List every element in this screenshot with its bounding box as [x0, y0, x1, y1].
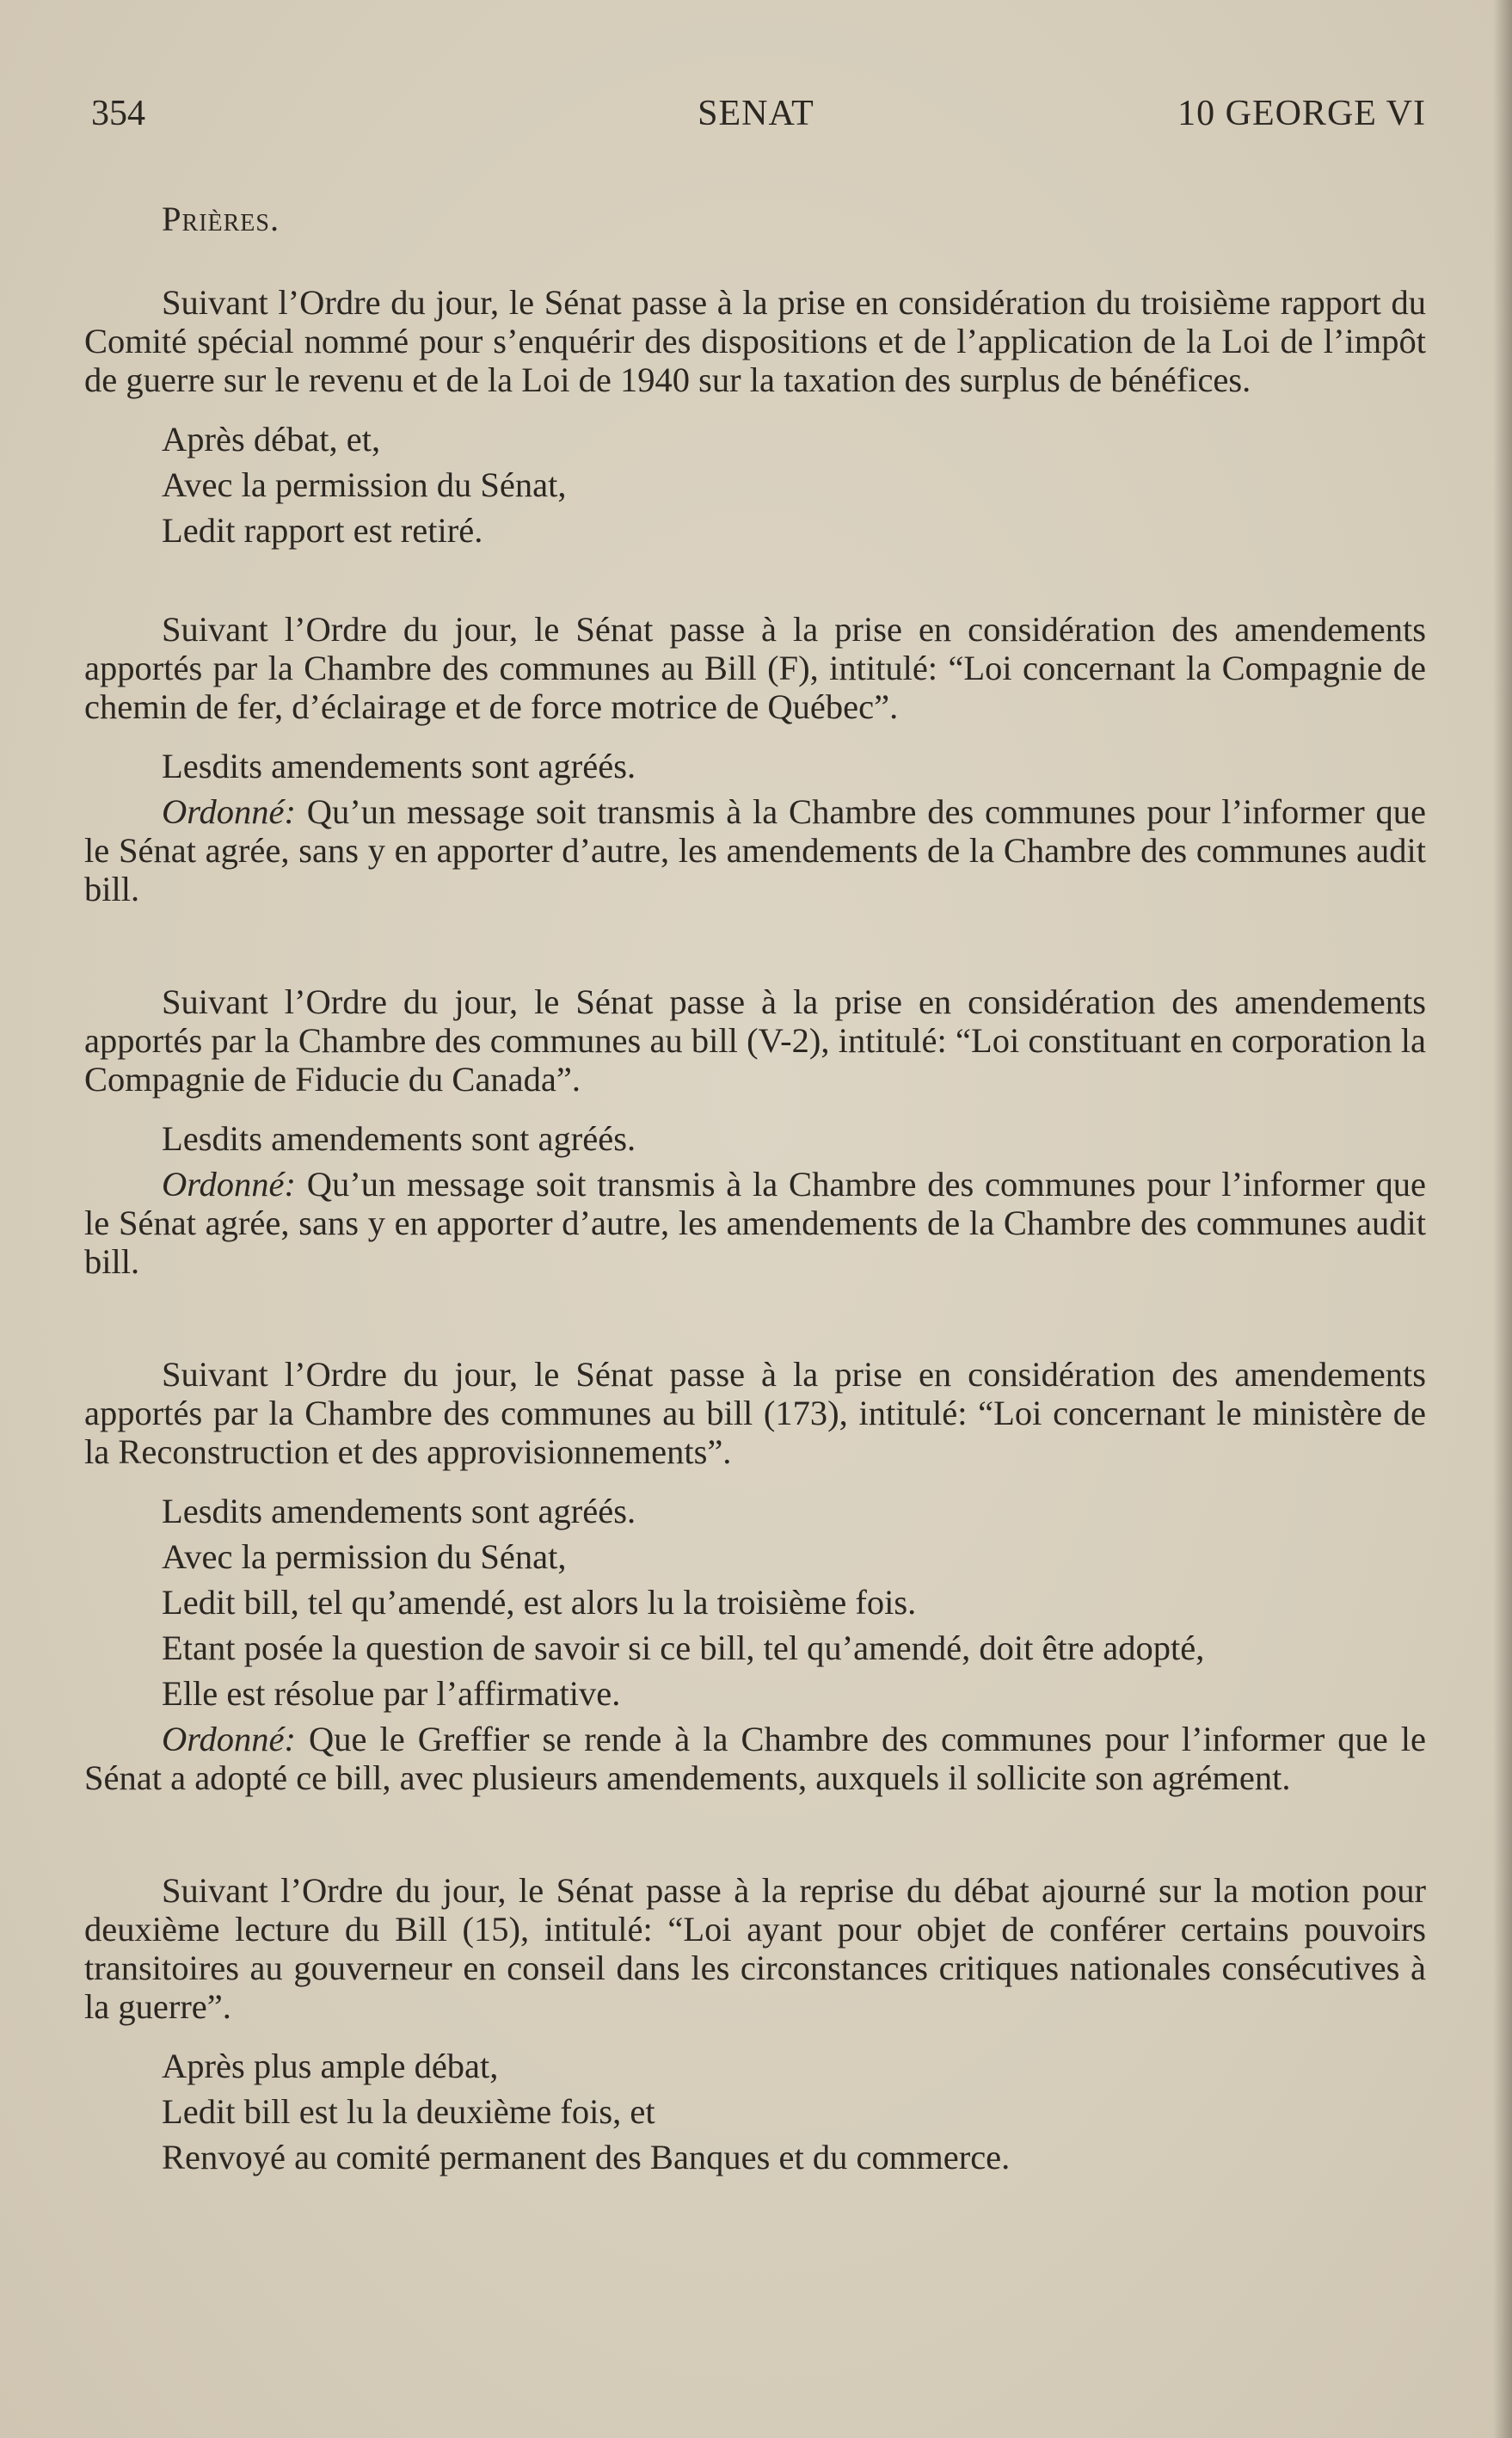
ordered-paragraph: [84, 1165, 1426, 1281]
entry-line: Ledit rapport est retiré.: [162, 511, 483, 550]
running-header: [0, 93, 1512, 145]
entry-bill-v2: [84, 982, 1426, 1281]
ordered-text: Qu’un message soit transmis à la Chambre des communes pour l’informer que le Sénat agrée, sans y en apporter d’autre, les amendements de la Chambre des communes audit bill.: [84, 792, 1426, 908]
header-regnal-year: 10 GEORGE VI: [1177, 94, 1426, 133]
page-body: [84, 200, 1426, 2183]
ordered-text: Que le Greffier se rende à la Chambre des communes pour l’informer que le Sénat a adopté ce bill, avec plusieurs amendements, auxquels il sollicite son agrément.: [84, 1720, 1426, 1797]
entry-line: Renvoyé au comité permanent des Banques et du commerce.: [162, 2138, 1011, 2176]
ordered-label: Ordonné:: [162, 1720, 296, 1758]
entry-line: Ledit bill est lu la deuxième fois, et: [162, 2092, 655, 2131]
ordered-text: Qu’un message soit transmis à la Chambre des communes pour l’informer que le Sénat agrée, sans y en apporter d’autre, les amendements de la Chambre des communes audit bill.: [84, 1165, 1426, 1281]
page-number: 354: [91, 94, 145, 133]
entry-bill-173: [84, 1355, 1426, 1797]
header-title: SENAT: [698, 94, 814, 133]
entry-paragraph: Suivant l’Ordre du jour, le Sénat passe à la prise en considération des amendements apportés par la Chambre des communes au bill (V-2), intitulé: “Loi constituant en corporation la Compagnie de Fiducie du Canada”.: [84, 982, 1426, 1099]
entry-line: Avec la permission du Sénat,: [162, 1537, 567, 1576]
entry-third-report: [84, 283, 1426, 550]
entry-bill-15: [84, 1871, 1426, 2176]
section-heading-prayers: Prières.: [162, 200, 280, 238]
entry-line: Lesdits amendements sont agréés.: [162, 747, 636, 785]
entry-paragraph: Suivant l’Ordre du jour, le Sénat passe à la prise en considération des amendements apportés par la Chambre des communes au bill (173), intitulé: “Loi concernant le ministère de la Reconstruction et des approvisionnements”.: [84, 1355, 1426, 1471]
entry-paragraph: Suivant l’Ordre du jour, le Sénat passe à la prise en considération des amendements apportés par la Chambre des communes au Bill (F), intitulé: “Loi concernant la Compagnie de chemin de fer, d’éclairage et de force motrice de Québec”.: [84, 610, 1426, 726]
page-edge-shadow: [1493, 0, 1512, 2438]
entry-line: Ledit bill, tel qu’amendé, est alors lu la troisième fois.: [162, 1583, 917, 1622]
ordered-paragraph: [84, 1720, 1426, 1797]
entry-line: Après plus ample débat,: [162, 2047, 499, 2085]
entry-line: Lesdits amendements sont agréés.: [162, 1492, 636, 1530]
entry-line: Avec la permission du Sénat,: [162, 465, 567, 504]
entry-bill-f: [84, 610, 1426, 908]
entry-line: Etant posée la question de savoir si ce bill, tel qu’amendé, doit être adopté,: [162, 1628, 1205, 1667]
entry-line: Elle est résolue par l’affirmative.: [162, 1674, 621, 1713]
ordered-paragraph: [84, 792, 1426, 908]
ordered-label: Ordonné:: [162, 792, 296, 831]
ordered-label: Ordonné:: [162, 1165, 296, 1204]
entry-line: Lesdits amendements sont agréés.: [162, 1119, 636, 1158]
entry-paragraph: Suivant l’Ordre du jour, le Sénat passe à la reprise du débat ajourné sur la motion pour deuxième lecture du Bill (15), intitulé: “Loi ayant pour objet de conférer certains pouvoirs transitoires au gouverneur en conseil dans les circonstances critiques nationales consécutives à la guerre”.: [84, 1871, 1426, 2026]
entry-paragraph: Suivant l’Ordre du jour, le Sénat passe à la prise en considération du troisième rapport du Comité spécial nommé pour s’enquérir des dispositions et de l’application de la Loi de l’impôt de guerre sur le revenu et de la Loi de 1940 sur la taxation des surplus de bénéfices.: [84, 283, 1426, 399]
entry-line: Après débat, et,: [162, 420, 381, 459]
